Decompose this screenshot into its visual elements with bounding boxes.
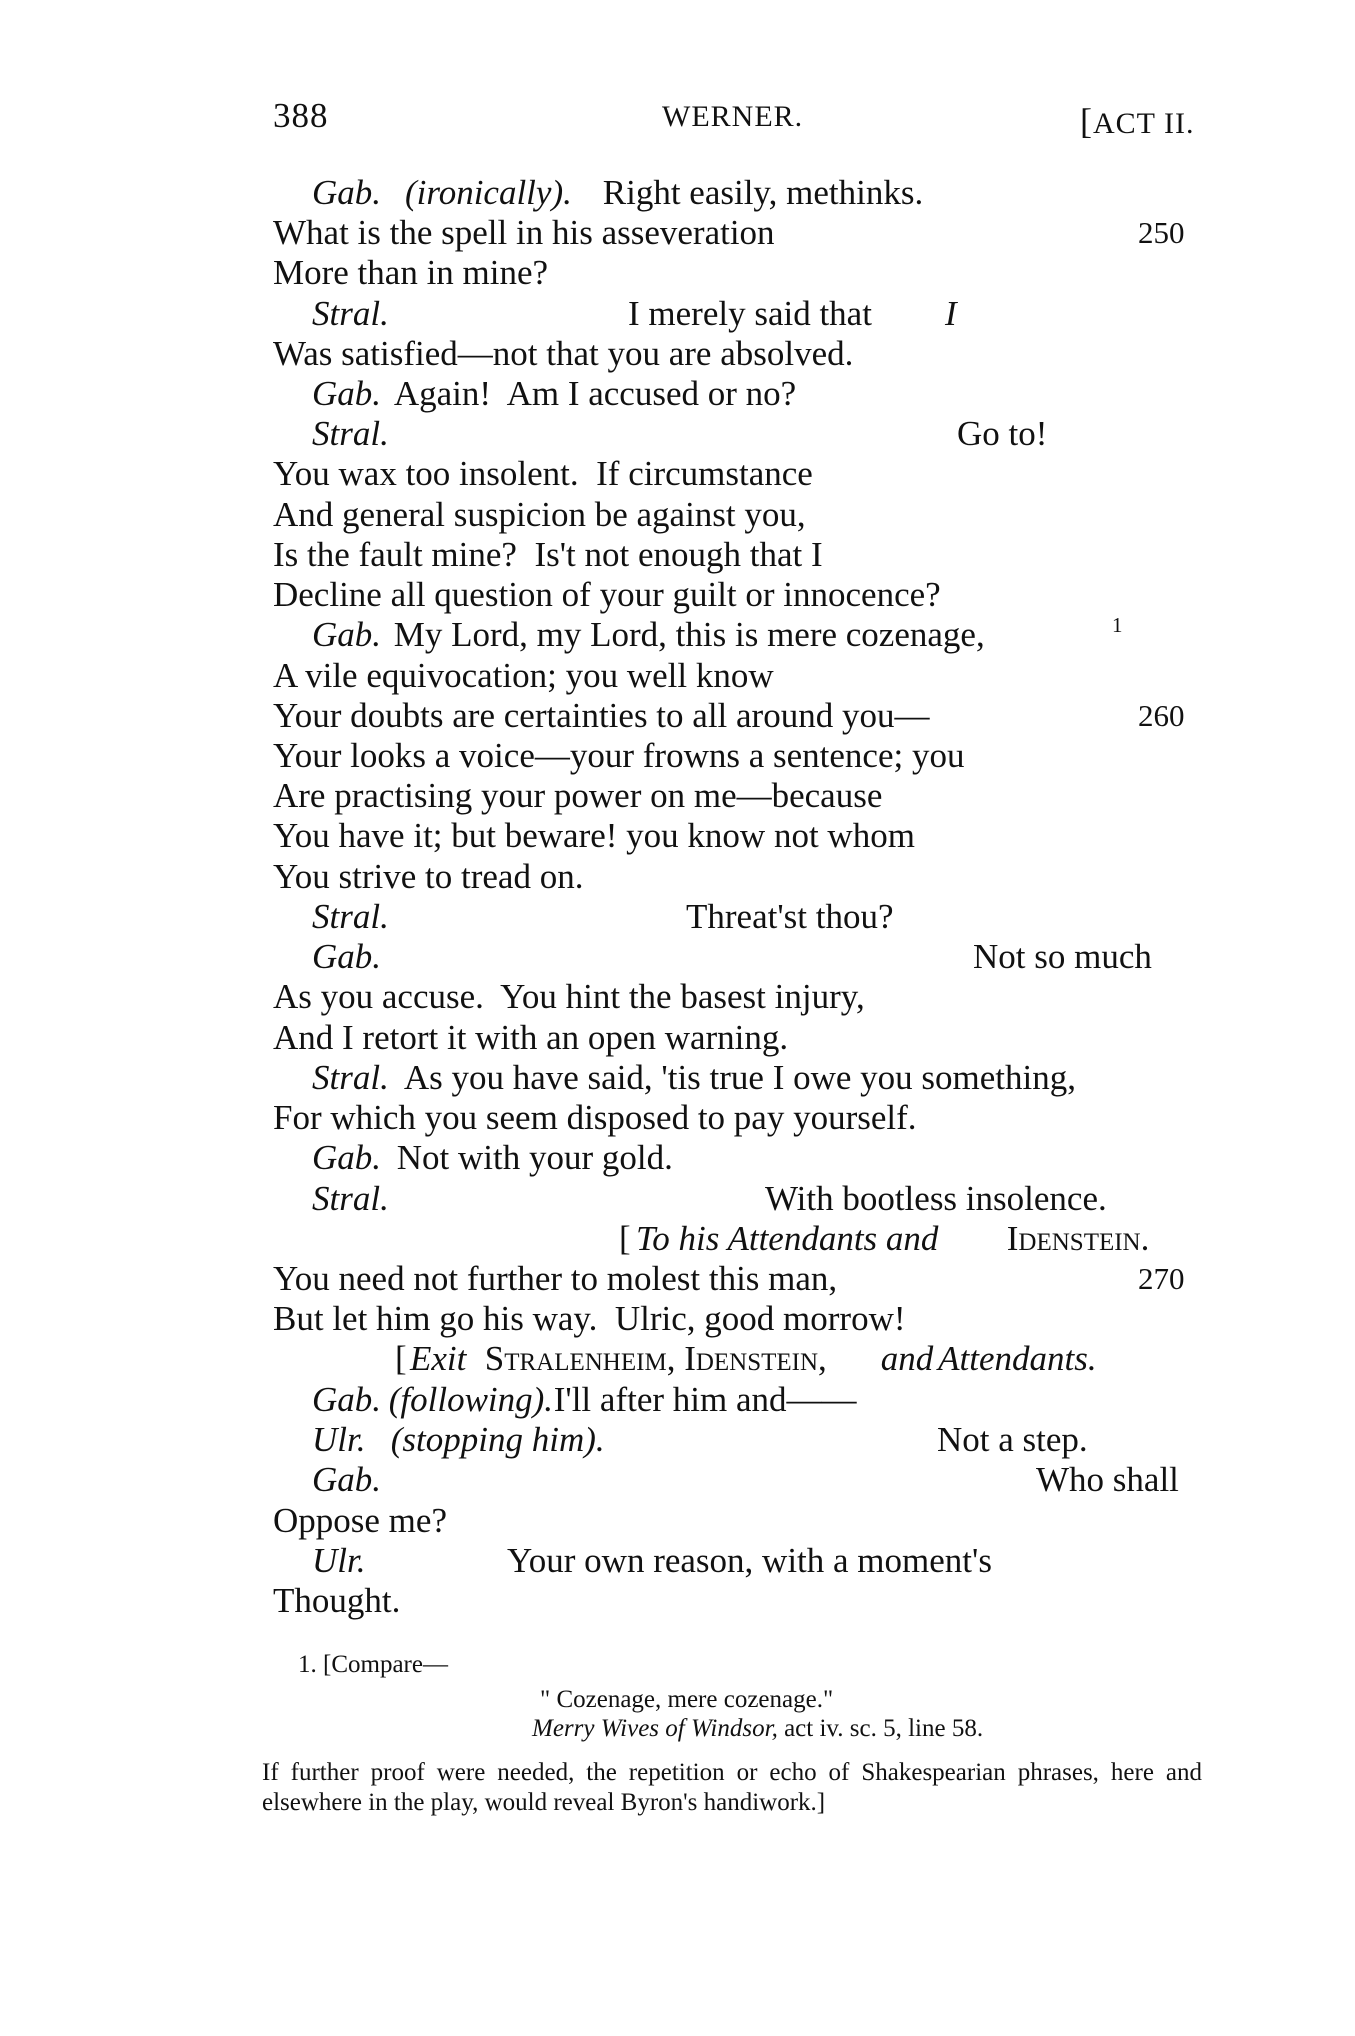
line-number: 260 [1138, 698, 1185, 733]
verse-line [0, 1018, 1355, 1058]
line-text: As you accuse. You hint the basest injury, [273, 977, 865, 1016]
speaker: Gab. [312, 1460, 382, 1499]
line-text: Not so much [973, 937, 1152, 976]
line-number: 270 [1138, 1261, 1185, 1296]
footnote-paragraph: If further proof were needed, the repetition or echo of Shakespearian phrases, here and elsewhere in the play, would reveal Byron's handiwork.] [262, 1759, 1202, 1816]
line-text: Again! Am I accused or no? [387, 374, 797, 413]
line-text: With bootless insolence. [765, 1179, 1107, 1218]
verse-line [0, 1420, 1355, 1460]
line-text: As you have said, 'tis true I owe you something, [397, 1058, 1076, 1097]
verse-line [0, 776, 1355, 816]
line-text: Thought. [273, 1581, 401, 1620]
verse-line [0, 1299, 1355, 1339]
line-text: My Lord, my Lord, this is mere cozenage, [385, 615, 985, 654]
line-text: Is the fault mine? Is't not enough that I [273, 535, 823, 574]
speaker: Stral. [312, 414, 389, 453]
stage-direction: (stopping him). [382, 1420, 605, 1459]
line-text: What is the spell in his asseveration [273, 213, 775, 252]
speaker: Stral. [312, 1179, 389, 1218]
verse-line [0, 1098, 1355, 1138]
line-text: But let him go his way. Ulric, good morrow! [273, 1299, 906, 1338]
verse-line [0, 816, 1355, 856]
page-number: 388 [273, 96, 329, 135]
footnote-source [532, 1714, 983, 1744]
line-text: Your doubts are certainties to all around you— [273, 696, 930, 735]
line-text: I'll after him and—— [545, 1380, 857, 1419]
verse-line [0, 857, 1355, 897]
act-text: ACT II. [1093, 107, 1195, 140]
speaker: Gab. [312, 173, 382, 212]
source-ref: act iv. sc. 5, line 58. [777, 1715, 984, 1742]
stage-direction-attendants: Attendants. [930, 1339, 1097, 1378]
verse-line [0, 897, 1355, 937]
line-number: 250 [1138, 215, 1185, 250]
speaker: Gab. [312, 937, 382, 976]
line-text: Was satisfied—not that you are absolved. [273, 334, 854, 373]
line-text: You have it; but beware! you know not whom [273, 816, 915, 855]
verse-line [0, 495, 1355, 535]
line-text: And general suspicion be against you, [273, 495, 806, 534]
stage-direction: (ironically). [405, 173, 572, 212]
line-text: Not with your gold. [388, 1138, 673, 1177]
act-label [1080, 100, 1194, 142]
footnote-quote: " Cozenage, mere cozenage." [540, 1686, 834, 1713]
line-text: Your looks a voice—your frowns a sentence; you [273, 736, 965, 775]
verse-line [0, 615, 1355, 655]
verse-line [0, 454, 1355, 494]
footnote-ref: 1 [1112, 613, 1123, 637]
verse-line [0, 1501, 1355, 1541]
verse-line [0, 937, 1355, 977]
verse-line [0, 977, 1355, 1017]
verse-line [0, 736, 1355, 776]
stage-direction: Exit [410, 1339, 467, 1378]
bracket: [ [395, 1339, 407, 1378]
emphasis: I [945, 294, 957, 333]
verse-line [0, 334, 1355, 374]
line-text: Threat'st thou? [686, 897, 894, 936]
verse-line [0, 213, 1355, 253]
line-text: You wax too insolent. If circumstance [273, 454, 813, 493]
line-text: And I retort it with an open warning. [273, 1018, 789, 1057]
line-text: Not a step. [937, 1420, 1088, 1459]
bracket: [ [619, 1219, 631, 1258]
verse-line [0, 173, 1355, 213]
footnote-marker: 1. [298, 1651, 317, 1678]
verse-line [0, 656, 1355, 696]
line-text: You need not further to molest this man, [273, 1259, 838, 1298]
line-text: Your own reason, with a moment's [507, 1541, 992, 1580]
verse-line [0, 535, 1355, 575]
line-text: I merely said that [628, 294, 881, 333]
line-text: Oppose me? [273, 1501, 447, 1540]
verse-line [0, 1179, 1355, 1219]
speaker: Ulr. [312, 1420, 366, 1459]
stage-direction: To his Attendants and [636, 1219, 939, 1258]
speaker: Gab. [312, 374, 382, 413]
speaker: Gab. [312, 1380, 382, 1419]
verse-line [0, 1541, 1355, 1581]
line-text: Are practising your power on me—because [273, 776, 883, 815]
verse-line [0, 294, 1355, 334]
line-text: Right easily, methinks. [594, 173, 924, 212]
speaker: Gab. [312, 615, 382, 654]
verse-line [0, 1138, 1355, 1178]
verse-line [0, 1380, 1355, 1420]
line-text: A vile equivocation; you well know [273, 656, 774, 695]
verse-line [0, 575, 1355, 615]
line-text: For which you seem disposed to pay yourself. [273, 1098, 917, 1137]
line-text: Decline all question of your guilt or innocence? [273, 575, 941, 614]
speaker: Stral. [312, 897, 389, 936]
verse-line [0, 253, 1355, 293]
line-text: More than in mine? [273, 253, 549, 292]
line-text: Go to! [957, 414, 1048, 453]
speaker: Gab. [312, 1138, 382, 1177]
character-name: Idenstein. [998, 1219, 1150, 1258]
character-names: Stralenheim, Idenstein, [476, 1339, 827, 1378]
footnote-header [298, 1650, 448, 1680]
verse-line [0, 1259, 1355, 1299]
footnote-intro: [Compare— [323, 1651, 448, 1678]
stage-direction-and: and [872, 1339, 934, 1378]
verse-line [0, 374, 1355, 414]
line-text: Who shall [1036, 1460, 1179, 1499]
act-bracket: [ [1080, 101, 1093, 141]
verse-line [0, 1460, 1355, 1500]
speaker: Ulr. [312, 1541, 366, 1580]
source-title: Merry Wives of Windsor, [532, 1715, 778, 1742]
stage-direction-line [0, 1219, 1355, 1259]
verse-line [0, 696, 1355, 736]
verse-line [0, 414, 1355, 454]
verse-line [0, 1581, 1355, 1621]
speaker: Stral. [312, 294, 389, 333]
running-title: WERNER. [662, 100, 804, 133]
stage-direction: (following). [380, 1380, 554, 1419]
verse-line [0, 1058, 1355, 1098]
stage-direction-line [0, 1339, 1355, 1379]
line-text: You strive to tread on. [273, 857, 584, 896]
speaker: Stral. [312, 1058, 389, 1097]
